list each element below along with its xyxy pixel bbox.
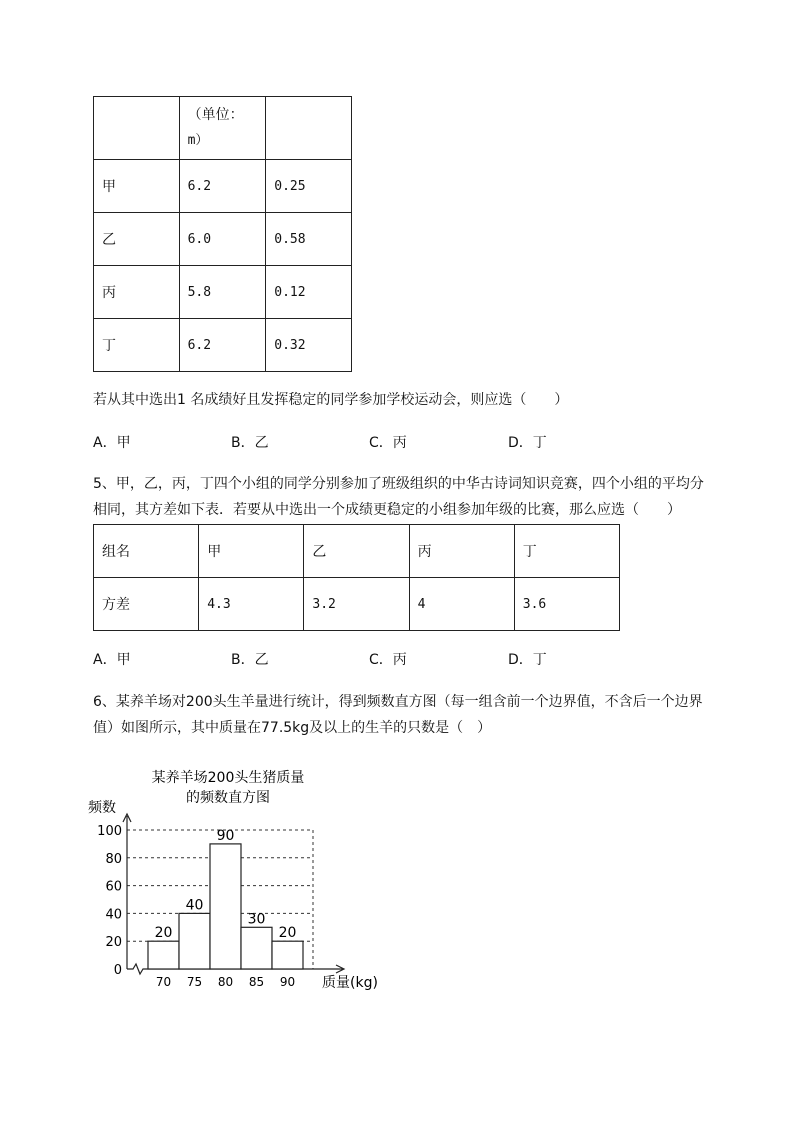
option-c: C．丙 [369, 652, 407, 668]
value-cell: 0.32 [266, 319, 352, 372]
histogram-bar [179, 913, 210, 969]
unit-label-line1: （单位： [187, 107, 244, 123]
name-cell: 乙 [94, 213, 180, 266]
bar-value-label: 20 [154, 925, 173, 942]
table-row [94, 578, 620, 631]
table-row [94, 213, 352, 266]
question-text: 若从其中选出1 名成绩好且发挥稳定的同学参加学校运动会，则应选（ ） [93, 392, 569, 408]
name-cell: 丙 [94, 266, 180, 319]
chart-title-line2: 的频数直方图 [186, 790, 270, 806]
option-a: A．甲 [93, 435, 131, 451]
option-d: D．丁 [508, 652, 547, 668]
table-header-cell [94, 97, 180, 160]
x-tick-label: 90 [279, 975, 296, 989]
header-cell: 丙 [409, 525, 514, 578]
value-cell: 6.2 [179, 319, 266, 372]
value-cell: 6.0 [179, 213, 266, 266]
question-5-line1: 5、甲，乙，丙，丁四个小组的同学分别参加了班级组织的中华古诗词知识竞赛，四个小组的平均分 [93, 476, 704, 492]
question-6-line1: 6、某养羊场对200头生羊量进行统计，得到频数直方图（每一组含前一个边界值，不含后一个边界 [93, 694, 703, 710]
x-axis-label: 质量(kg) [322, 975, 378, 991]
value-cell: 0.12 [266, 266, 352, 319]
bar-value-label: 30 [247, 911, 266, 928]
y-tick-label: 40 [105, 907, 122, 923]
y-tick-label: 60 [105, 879, 122, 895]
y-tick-label: 100 [97, 824, 122, 839]
y-axis-label: 频数 [88, 800, 116, 816]
value-cell: 5.8 [179, 266, 266, 319]
option-d: D．丁 [508, 435, 547, 451]
question-5-line2: 相同，其方差如下表．若要从中选出一个成绩更稳定的小组参加年级的比赛，那么应选（ ） [93, 502, 681, 518]
question-6-line2: 值）如图所示，其中质量在77.5kg及以上的生羊的只数是（ ） [93, 720, 492, 736]
option-b: B．乙 [231, 435, 269, 451]
histogram-bar [210, 844, 241, 969]
header-cell: 丁 [514, 525, 619, 578]
header-cell: 组名 [94, 525, 199, 578]
x-tick-label: 85 [248, 975, 265, 989]
value-cell: 4.3 [199, 578, 304, 631]
table-row [94, 160, 352, 213]
row-label-cell: 方差 [94, 578, 199, 631]
unit-label-line2: m） [187, 133, 209, 148]
frequency-histogram [80, 760, 400, 1000]
y-tick-label: 80 [105, 851, 122, 867]
x-tick-label: 75 [186, 975, 203, 989]
option-a: A．甲 [93, 652, 131, 668]
table-row [94, 525, 620, 578]
name-cell: 甲 [94, 160, 180, 213]
y-tick-label: 0 [113, 963, 122, 978]
value-cell: 0.25 [266, 160, 352, 213]
results-table [93, 96, 352, 372]
bar-value-label: 20 [278, 925, 297, 942]
value-cell: 0.58 [266, 213, 352, 266]
value-cell: 3.2 [304, 578, 409, 631]
header-cell: 甲 [199, 525, 304, 578]
option-b: B．乙 [231, 652, 269, 668]
header-cell: 乙 [304, 525, 409, 578]
value-cell: 3.6 [514, 578, 619, 631]
variance-table [93, 524, 620, 631]
table-header-cell [179, 97, 266, 160]
bar-value-label: 90 [216, 827, 235, 844]
histogram-bar [272, 941, 303, 969]
histogram-bar [148, 941, 179, 969]
bar-value-label: 40 [185, 897, 204, 914]
table-row [94, 266, 352, 319]
option-c: C．丙 [369, 435, 407, 451]
x-tick-label: 70 [155, 975, 172, 989]
value-cell: 6.2 [179, 160, 266, 213]
chart-title-line1: 某养羊场200头生猪质量 [151, 770, 305, 786]
y-tick-label: 20 [105, 935, 122, 951]
histogram-bar [241, 927, 272, 969]
name-cell: 丁 [94, 319, 180, 372]
x-tick-label: 80 [217, 975, 234, 989]
table-row [94, 319, 352, 372]
table-header-cell [266, 97, 352, 160]
value-cell: 4 [409, 578, 514, 631]
